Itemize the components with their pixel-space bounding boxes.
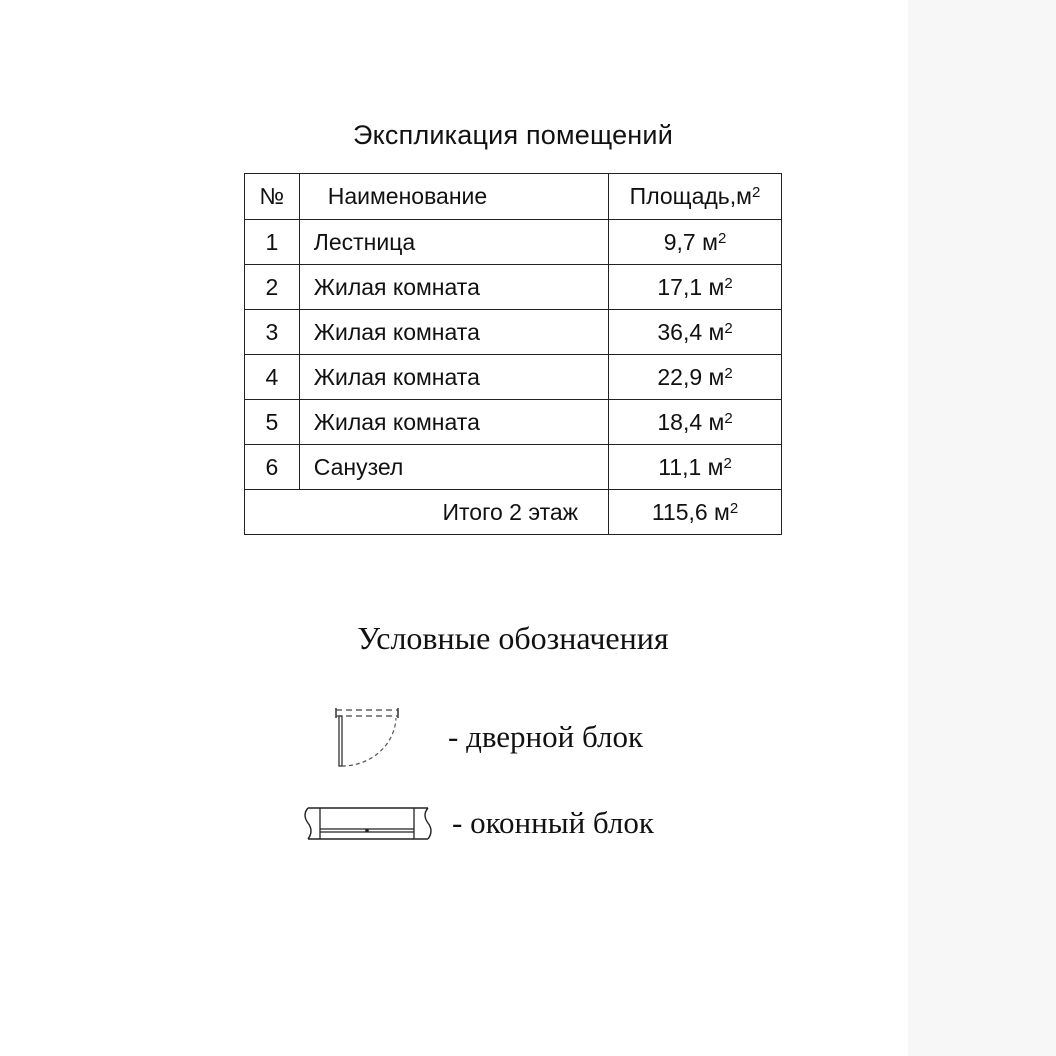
legend-title: Условные обозначения: [357, 620, 669, 656]
row-area: [609, 400, 782, 445]
legend-door-label: - дверной блок: [448, 719, 644, 754]
legend-item-door: [300, 706, 643, 768]
row-area-value: 22,9 м: [657, 363, 725, 390]
table-total-row: [245, 490, 782, 535]
table-row: [245, 400, 782, 445]
total-area-sup: 2: [729, 499, 739, 517]
row-name: Жилая комната: [299, 400, 608, 445]
row-area-sup: 2: [724, 274, 733, 292]
row-name: Жилая комната: [299, 355, 608, 400]
header-name: Наименование: [299, 174, 608, 220]
table-row: [245, 355, 782, 400]
row-area-value: 18,4 м: [657, 408, 725, 435]
row-name: Санузел: [299, 445, 608, 490]
table-row: [245, 220, 782, 265]
table-row: [245, 445, 782, 490]
table-header-row: [245, 174, 782, 220]
legend-item-window: [300, 803, 654, 843]
table-row: [245, 265, 782, 310]
table-row: [245, 310, 782, 355]
window-block-icon: [300, 803, 436, 843]
row-area-value: 17,1 м: [657, 273, 725, 300]
row-area-value: 9,7 м: [663, 228, 718, 255]
row-name: Лестница: [299, 220, 608, 265]
row-number: 5: [245, 400, 300, 445]
total-label: Итого 2 этаж: [245, 490, 609, 535]
row-number: 6: [245, 445, 300, 490]
row-area: [609, 220, 782, 265]
row-area-value: 36,4 м: [657, 318, 725, 345]
row-number: 3: [245, 310, 300, 355]
row-area: [609, 355, 782, 400]
header-area-sup: 2: [752, 184, 761, 201]
explication-title: Экспликация помещений: [353, 120, 673, 150]
row-area-value: 11,1 м: [658, 453, 724, 480]
row-number: 4: [245, 355, 300, 400]
legend-window-label: - оконный блок: [452, 805, 654, 840]
row-area: [609, 310, 782, 355]
door-block-icon: [300, 706, 400, 768]
total-area: [609, 490, 782, 535]
row-area-sup: 2: [724, 409, 733, 427]
header-number: №: [245, 174, 300, 220]
explication-table: [244, 173, 782, 535]
header-area-label: Площадь,м: [629, 183, 752, 209]
row-name: Жилая комната: [299, 265, 608, 310]
row-number: 1: [245, 220, 300, 265]
header-area: [609, 174, 782, 220]
row-name: Жилая комната: [299, 310, 608, 355]
row-area-sup: 2: [723, 454, 732, 472]
row-area: [609, 445, 782, 490]
row-area-sup: 2: [717, 229, 727, 247]
row-area-sup: 2: [724, 319, 733, 337]
row-area-sup: 2: [724, 364, 733, 382]
row-number: 2: [245, 265, 300, 310]
total-area-value: 115,6 м: [651, 498, 730, 525]
row-area: [609, 265, 782, 310]
page-edge-strip: [908, 0, 1056, 1056]
